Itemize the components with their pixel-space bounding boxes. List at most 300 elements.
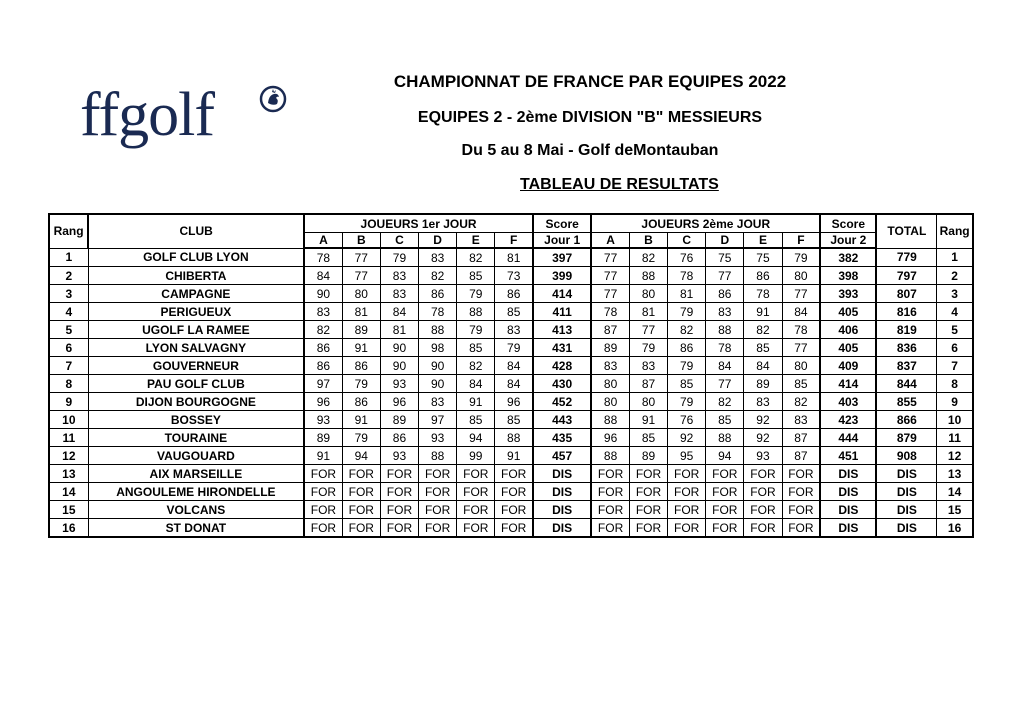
player-header: B [629, 233, 667, 249]
score-day2-cell: 405 [820, 339, 876, 357]
day2-player-score: 81 [629, 303, 667, 321]
day1-player-score: 83 [495, 321, 533, 339]
day1-player-score: FOR [495, 465, 533, 483]
day1-player-score: 82 [419, 267, 457, 285]
final-rank-cell: 4 [937, 303, 973, 321]
total-cell: 837 [876, 357, 936, 375]
day1-player-score: 83 [380, 267, 418, 285]
day2-player-score: 88 [706, 321, 744, 339]
day2-player-score: 88 [591, 447, 629, 465]
day2-player-score: 83 [744, 393, 782, 411]
table-row [49, 267, 973, 285]
day2-player-score: 79 [629, 339, 667, 357]
score-day2-cell: 405 [820, 303, 876, 321]
day2-player-score: FOR [591, 465, 629, 483]
day1-player-score: 84 [457, 375, 495, 393]
day2-player-score: FOR [591, 483, 629, 501]
player-header: A [591, 233, 629, 249]
club-name-cell: AIX MARSEILLE [88, 465, 304, 483]
final-rank-cell: 7 [937, 357, 973, 375]
player-header: F [782, 233, 820, 249]
score-day2-cell: 451 [820, 447, 876, 465]
day1-player-score: FOR [380, 483, 418, 501]
day1-player-score: 83 [304, 303, 342, 321]
player-header: E [744, 233, 782, 249]
day1-player-score: 96 [304, 393, 342, 411]
total-header: TOTAL [876, 214, 936, 248]
final-rank-cell: 16 [937, 519, 973, 538]
total-cell: DIS [876, 483, 936, 501]
results-table [48, 213, 974, 538]
day1-player-score: FOR [380, 465, 418, 483]
day1-player-score: 88 [495, 429, 533, 447]
rank-cell: 16 [49, 519, 88, 538]
player-header: C [380, 233, 418, 249]
score-day2-cell: 398 [820, 267, 876, 285]
day1-player-score: 93 [380, 375, 418, 393]
day2-player-score: 80 [782, 357, 820, 375]
day2-player-score: 85 [744, 339, 782, 357]
day1-player-score: 97 [304, 375, 342, 393]
total-cell: 866 [876, 411, 936, 429]
rank-cell: 10 [49, 411, 88, 429]
score-day1-cell: 452 [533, 393, 591, 411]
day1-player-score: 86 [380, 429, 418, 447]
club-name-cell: GOLF CLUB LYON [88, 248, 304, 267]
day1-player-score: FOR [342, 501, 380, 519]
score-day2-cell: 444 [820, 429, 876, 447]
day1-player-score: 83 [419, 248, 457, 267]
day2-player-score: 77 [782, 285, 820, 303]
day1-player-score: 96 [495, 393, 533, 411]
day2-player-score: FOR [706, 465, 744, 483]
division-title: EQUIPES 2 - 2ème DIVISION "B" MESSIEURS [417, 109, 763, 126]
day1-player-score: FOR [419, 519, 457, 538]
day2-player-score: 86 [706, 285, 744, 303]
day1-player-score: FOR [495, 519, 533, 538]
day1-player-score: 93 [380, 447, 418, 465]
day2-player-score: 84 [744, 357, 782, 375]
table-row [49, 339, 973, 357]
player-header: D [419, 233, 457, 249]
score-day1-cell: 414 [533, 285, 591, 303]
final-rank-cell: 13 [937, 465, 973, 483]
club-name-cell: PERIGUEUX [88, 303, 304, 321]
day1-player-score: 85 [457, 339, 495, 357]
day2-player-score: FOR [706, 501, 744, 519]
final-rank-cell: 2 [937, 267, 973, 285]
final-rank-cell: 14 [937, 483, 973, 501]
rank-cell: 2 [49, 267, 88, 285]
day1-player-score: FOR [304, 501, 342, 519]
day1-player-score: 79 [342, 429, 380, 447]
day2-player-score: 95 [668, 447, 706, 465]
rank-cell: 4 [49, 303, 88, 321]
score-day2-cell: DIS [820, 483, 876, 501]
day2-player-score: 83 [629, 357, 667, 375]
rank-cell: 13 [49, 465, 88, 483]
day2-player-score: FOR [629, 501, 667, 519]
day2-player-score: 83 [782, 411, 820, 429]
score-day1-cell: 457 [533, 447, 591, 465]
day1-player-score: 79 [380, 248, 418, 267]
day2-player-score: FOR [744, 465, 782, 483]
final-rank-cell: 10 [937, 411, 973, 429]
score-day2-cell: DIS [820, 501, 876, 519]
day2-player-score: 78 [668, 267, 706, 285]
club-name-cell: VOLCANS [88, 501, 304, 519]
day2-player-score: 87 [629, 375, 667, 393]
table-row [49, 285, 973, 303]
day1-player-score: 73 [495, 267, 533, 285]
score-day1-cell: 443 [533, 411, 591, 429]
day1-player-score: FOR [342, 519, 380, 538]
day1-player-score: 90 [380, 357, 418, 375]
day2-player-score: 77 [591, 248, 629, 267]
day2-player-score: 78 [591, 303, 629, 321]
logo-text: ffgolf [80, 81, 215, 149]
day2-player-score: 76 [668, 248, 706, 267]
day1-player-score: FOR [342, 465, 380, 483]
score-day2-cell: 406 [820, 321, 876, 339]
total-cell: 855 [876, 393, 936, 411]
day1-player-score: 91 [495, 447, 533, 465]
day1-player-score: 86 [342, 393, 380, 411]
day2-player-score: 86 [668, 339, 706, 357]
day1-player-score: FOR [342, 483, 380, 501]
day1-player-score: 91 [342, 339, 380, 357]
day1-player-score: 90 [380, 339, 418, 357]
day2-player-score: 91 [629, 411, 667, 429]
day2-player-score: 87 [591, 321, 629, 339]
day2-player-score: 82 [782, 393, 820, 411]
day1-player-score: 90 [419, 357, 457, 375]
score-day2-cell: DIS [820, 519, 876, 538]
day2-player-score: 92 [744, 429, 782, 447]
score-day1-header: Score [533, 214, 591, 233]
rank-cell: 12 [49, 447, 88, 465]
day1-player-score: 85 [495, 411, 533, 429]
day1-player-score: 96 [380, 393, 418, 411]
total-cell: DIS [876, 501, 936, 519]
day2-player-score: FOR [629, 483, 667, 501]
day2-player-score: 81 [668, 285, 706, 303]
day1-player-score: 93 [304, 411, 342, 429]
day2-player-score: 85 [706, 411, 744, 429]
day1-player-score: 79 [457, 285, 495, 303]
day1-player-score: 85 [457, 411, 495, 429]
day2-player-score: 78 [782, 321, 820, 339]
day2-player-score: FOR [668, 465, 706, 483]
day1-player-score: 81 [342, 303, 380, 321]
day1-player-score: 89 [304, 429, 342, 447]
rank-cell: 9 [49, 393, 88, 411]
final-rank-cell: 11 [937, 429, 973, 447]
day2-player-score: FOR [782, 519, 820, 538]
day2-player-score: FOR [668, 501, 706, 519]
day1-player-score: 81 [380, 321, 418, 339]
day2-player-score: 89 [629, 447, 667, 465]
day1-players-header: JOUEURS 1er JOUR [304, 214, 533, 233]
total-cell: 844 [876, 375, 936, 393]
club-name-cell: ANGOULEME HIRONDELLE [88, 483, 304, 501]
day1-player-score: 84 [380, 303, 418, 321]
rank-cell: 1 [49, 248, 88, 267]
day2-player-score: 80 [591, 375, 629, 393]
day2-player-score: 80 [629, 393, 667, 411]
day2-player-score: 86 [744, 267, 782, 285]
results-table-title: TABLEAU DE RESULTATS [520, 176, 719, 193]
day1-player-score: 79 [495, 339, 533, 357]
day1-player-score: 89 [342, 321, 380, 339]
club-header: CLUB [88, 214, 304, 248]
day2-player-score: 77 [591, 267, 629, 285]
final-rank-cell: 5 [937, 321, 973, 339]
day2-player-score: 88 [629, 267, 667, 285]
day2-player-score: FOR [629, 465, 667, 483]
score-day2-subheader: Jour 2 [820, 233, 876, 249]
day1-player-score: FOR [304, 519, 342, 538]
table-row [49, 375, 973, 393]
total-cell: 836 [876, 339, 936, 357]
day2-player-score: 76 [668, 411, 706, 429]
day2-player-score: FOR [706, 519, 744, 538]
day2-player-score: FOR [668, 519, 706, 538]
day1-player-score: 91 [457, 393, 495, 411]
club-name-cell: PAU GOLF CLUB [88, 375, 304, 393]
score-day1-cell: DIS [533, 519, 591, 538]
table-row [49, 447, 973, 465]
score-day1-cell: 431 [533, 339, 591, 357]
table-row [49, 321, 973, 339]
rank-cell: 5 [49, 321, 88, 339]
player-header: D [706, 233, 744, 249]
table-row [49, 465, 973, 483]
day2-player-score: 77 [706, 267, 744, 285]
day1-player-score: 89 [380, 411, 418, 429]
day1-player-score: 83 [419, 393, 457, 411]
club-name-cell: DIJON BOURGOGNE [88, 393, 304, 411]
day1-player-score: 80 [342, 285, 380, 303]
day1-player-score: FOR [457, 501, 495, 519]
day2-player-score: 96 [591, 429, 629, 447]
rank-cell: 6 [49, 339, 88, 357]
day1-player-score: FOR [419, 465, 457, 483]
day2-player-score: FOR [591, 501, 629, 519]
event-dates: Du 5 au 8 Mai - Golf deMontauban [461, 142, 719, 159]
day1-player-score: FOR [380, 501, 418, 519]
ffgolf-logo [80, 80, 295, 165]
day1-player-score: 86 [304, 339, 342, 357]
day2-players-header: JOUEURS 2ème JOUR [591, 214, 820, 233]
rank-cell: 15 [49, 501, 88, 519]
day2-player-score: 79 [668, 303, 706, 321]
rank-cell: 14 [49, 483, 88, 501]
day1-player-score: 93 [419, 429, 457, 447]
table-row [49, 303, 973, 321]
day1-player-score: FOR [304, 483, 342, 501]
day1-player-score: 78 [419, 303, 457, 321]
total-cell: DIS [876, 519, 936, 538]
club-name-cell: LYON SALVAGNY [88, 339, 304, 357]
table-row [49, 393, 973, 411]
day2-player-score: 79 [782, 248, 820, 267]
day2-player-score: FOR [591, 519, 629, 538]
day2-player-score: 77 [629, 321, 667, 339]
day1-player-score: 77 [342, 267, 380, 285]
day2-player-score: 83 [591, 357, 629, 375]
day2-player-score: FOR [744, 519, 782, 538]
day2-player-score: 85 [782, 375, 820, 393]
day2-player-score: 89 [744, 375, 782, 393]
table-row [49, 483, 973, 501]
day1-player-score: 97 [419, 411, 457, 429]
table-row [49, 501, 973, 519]
rank-cell: 11 [49, 429, 88, 447]
day1-player-score: 86 [419, 285, 457, 303]
day1-player-score: FOR [457, 465, 495, 483]
final-rank-cell: 3 [937, 285, 973, 303]
final-rank-cell: 1 [937, 248, 973, 267]
day1-player-score: FOR [304, 465, 342, 483]
day2-player-score: FOR [668, 483, 706, 501]
day1-player-score: 82 [457, 357, 495, 375]
total-cell: 807 [876, 285, 936, 303]
final-rank-cell: 12 [937, 447, 973, 465]
day1-player-score: 94 [342, 447, 380, 465]
score-day1-cell: DIS [533, 501, 591, 519]
day2-player-score: 75 [744, 248, 782, 267]
day2-player-score: 75 [706, 248, 744, 267]
day1-player-score: 82 [304, 321, 342, 339]
score-day1-cell: 397 [533, 248, 591, 267]
player-header: F [495, 233, 533, 249]
day1-player-score: 91 [304, 447, 342, 465]
day1-player-score: 88 [419, 321, 457, 339]
score-day1-cell: 411 [533, 303, 591, 321]
results-body [49, 248, 973, 537]
championship-title: CHAMPIONNAT DE FRANCE PAR EQUIPES 2022 [393, 72, 787, 91]
club-name-cell: CAMPAGNE [88, 285, 304, 303]
day1-player-score: FOR [457, 483, 495, 501]
club-name-cell: ST DONAT [88, 519, 304, 538]
day1-player-score: 85 [495, 303, 533, 321]
table-row [49, 357, 973, 375]
day2-player-score: 94 [706, 447, 744, 465]
day2-player-score: 93 [744, 447, 782, 465]
day2-player-score: FOR [744, 501, 782, 519]
day1-player-score: 81 [495, 248, 533, 267]
total-cell: 779 [876, 248, 936, 267]
player-header: C [668, 233, 706, 249]
day1-player-score: 90 [419, 375, 457, 393]
day2-player-score: 89 [591, 339, 629, 357]
day2-player-score: 88 [706, 429, 744, 447]
score-day2-cell: DIS [820, 465, 876, 483]
total-cell: 819 [876, 321, 936, 339]
player-header: A [304, 233, 342, 249]
day1-player-score: 86 [304, 357, 342, 375]
score-day1-cell: 413 [533, 321, 591, 339]
final-rank-cell: 6 [937, 339, 973, 357]
total-cell: 908 [876, 447, 936, 465]
day1-player-score: 77 [342, 248, 380, 267]
day1-player-score: FOR [495, 483, 533, 501]
day2-player-score: 92 [744, 411, 782, 429]
day2-player-score: 82 [744, 321, 782, 339]
rank-cell: 3 [49, 285, 88, 303]
day1-player-score: FOR [419, 483, 457, 501]
total-cell: 797 [876, 267, 936, 285]
day2-player-score: 82 [629, 248, 667, 267]
day1-player-score: 84 [495, 375, 533, 393]
day2-player-score: FOR [706, 483, 744, 501]
day2-player-score: 78 [706, 339, 744, 357]
day2-player-score: 91 [744, 303, 782, 321]
day2-player-score: FOR [782, 501, 820, 519]
day1-player-score: 85 [457, 267, 495, 285]
score-day2-cell: 423 [820, 411, 876, 429]
club-name-cell: UGOLF LA RAMEE [88, 321, 304, 339]
table-row [49, 411, 973, 429]
day1-player-score: 94 [457, 429, 495, 447]
day1-player-score: 78 [304, 248, 342, 267]
score-day1-cell: 430 [533, 375, 591, 393]
day2-player-score: 77 [706, 375, 744, 393]
club-name-cell: GOUVERNEUR [88, 357, 304, 375]
player-header: B [342, 233, 380, 249]
club-name-cell: BOSSEY [88, 411, 304, 429]
score-day2-cell: 382 [820, 248, 876, 267]
day2-player-score: FOR [782, 465, 820, 483]
club-name-cell: TOURAINE [88, 429, 304, 447]
day1-player-score: 84 [495, 357, 533, 375]
club-name-cell: CHIBERTA [88, 267, 304, 285]
day2-player-score: 79 [668, 357, 706, 375]
day1-player-score: 88 [419, 447, 457, 465]
day1-player-score: 99 [457, 447, 495, 465]
score-day1-cell: 399 [533, 267, 591, 285]
day2-player-score: 84 [782, 303, 820, 321]
day1-player-score: 86 [342, 357, 380, 375]
final-rank-cell: 15 [937, 501, 973, 519]
day2-player-score: FOR [782, 483, 820, 501]
day1-player-score: 79 [457, 321, 495, 339]
day2-player-score: 82 [706, 393, 744, 411]
score-day1-subheader: Jour 1 [533, 233, 591, 249]
total-cell: 879 [876, 429, 936, 447]
day2-player-score: 83 [706, 303, 744, 321]
day1-player-score: 91 [342, 411, 380, 429]
day2-player-score: 77 [782, 339, 820, 357]
day1-player-score: 79 [342, 375, 380, 393]
day2-player-score: FOR [629, 519, 667, 538]
day1-player-score: 98 [419, 339, 457, 357]
score-day2-header: Score [820, 214, 876, 233]
rank-cell: 7 [49, 357, 88, 375]
score-day1-cell: DIS [533, 465, 591, 483]
day2-player-score: 88 [591, 411, 629, 429]
club-name-cell: VAUGOUARD [88, 447, 304, 465]
day2-player-score: 80 [782, 267, 820, 285]
day2-player-score: 77 [591, 285, 629, 303]
day2-player-score: FOR [744, 483, 782, 501]
final-rank-cell: 9 [937, 393, 973, 411]
total-cell: 816 [876, 303, 936, 321]
score-day2-cell: 403 [820, 393, 876, 411]
day2-player-score: 85 [668, 375, 706, 393]
day2-player-score: 79 [668, 393, 706, 411]
